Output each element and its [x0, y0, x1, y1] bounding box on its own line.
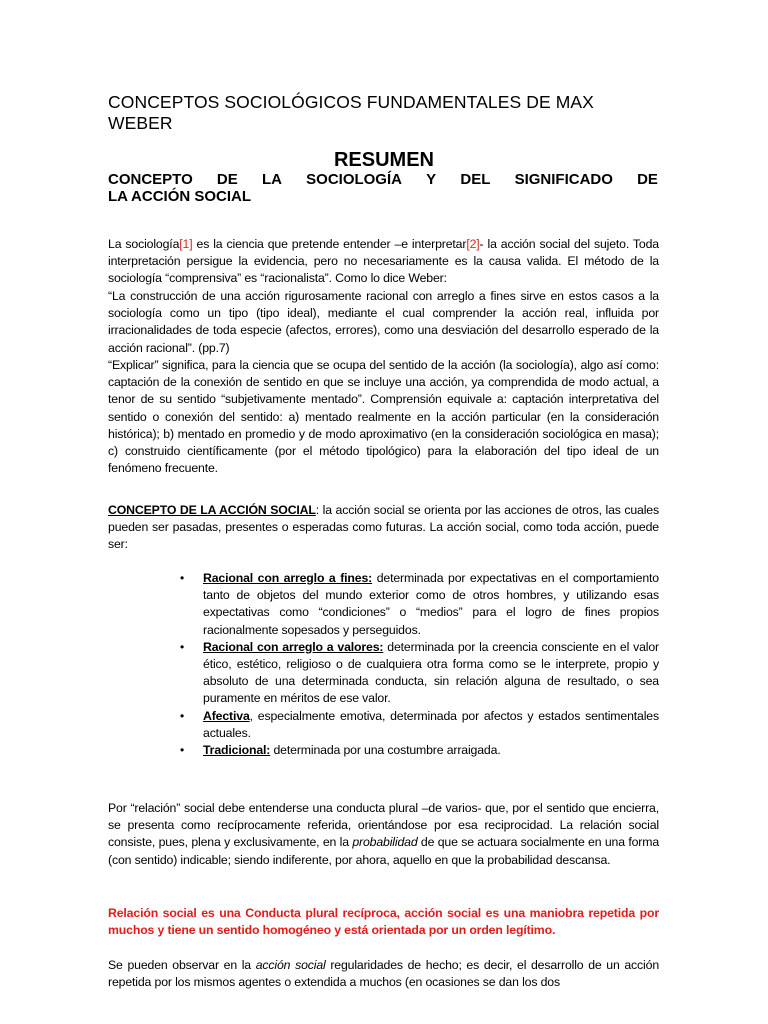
- list-item-text: determinada por la creencia consciente en el valor ético, estético, religioso o de cualquiera otra forma como se le interprete, propio y absoluto de una determinada conducta, sin relación alguna de resultado, o sea puramente en méritos de ese valor.: [203, 639, 659, 706]
- heading-word: LA: [261, 171, 282, 188]
- document-title: CONCEPTOS SOCIOLÓGICOS FUNDAMENTALES DE MAX WEBER: [108, 92, 594, 133]
- list-item: [180, 639, 659, 708]
- bullet-icon: •: [180, 743, 185, 758]
- paragraph-regularidades: [108, 957, 659, 991]
- paragraph-text: regularidades de hecho; es decir, el desarrollo de un acción repetida por los mismos agentes o extendida a muchos (en ocasiones se dan los dos: [108, 958, 660, 990]
- paragraph-text: La sociología: [108, 237, 180, 251]
- section-heading-line-2: LA ACCIÓN SOCIAL: [108, 188, 252, 205]
- bullet-icon: •: [180, 571, 185, 585]
- paragraph-text: de que se actuara socialmente en una forma (con sentido) indicable; siendo indiferente, por ahora, aquello en que la probabilidad descansa.: [108, 835, 660, 867]
- list-item-label: Racional con arreglo a fines:: [203, 571, 373, 585]
- accion-social-types-list: [180, 570, 659, 759]
- paragraph-quote: “La construcción de una acción rigurosamente racional con arreglo a fines sirve en estos casos a la sociología como un tipo (tipo ideal), mediante el cual comprender la acción real, influida por irracionalidades de toda especie (afectos, errores), como una desviación del desarrollo esperado de la acción racional”. (pp.7): [108, 289, 659, 355]
- list-item-label: Tradicional:: [203, 743, 271, 758]
- list-item-text: determinada por una costumbre arraigada.: [270, 743, 501, 758]
- paragraph-explicar: “Explicar” significa, para la ciencia que se ocupa del sentido de la acción (la sociología), algo así como: captación de la conexión de sentido en que se incluye una acción, ya comprendida de modo actual, a tenor de su sentido “subjetivamente mentado”. Comprensión equivale a: captación interpretativa del sentido o conexión del sentido: a) mentado realmente en la acción particular (en la consideración histórica); b) mentado en promedio y de modo aproximativo (en la consideración sociológica en masa); c) construido científicamente (por el método tipológico) para la elaboración del tipo ideal de un fenómeno frecuente.: [108, 358, 659, 476]
- italic-term: acción social: [255, 958, 326, 972]
- section-heading-line-1: [108, 171, 658, 188]
- resumen-heading: RESUMEN: [333, 149, 434, 171]
- list-item: [180, 708, 659, 742]
- heading-word: DE: [216, 171, 238, 188]
- footnote-link-2[interactable]: [2]: [466, 237, 480, 251]
- paragraph-text: Se pueden observar en la: [108, 958, 256, 972]
- heading-word: SIGNIFICADO: [514, 171, 613, 188]
- highlighted-definition: Relación social es una Conducta plural recíproca, acción social es una maniobra repetida por muchos y tiene un sentido homogéneo y está orientada por un orden legítimo.: [108, 906, 659, 938]
- paragraph-text: - la acción social del sujeto. Toda interpretación persigue la evidencia, pero no necesariamente es la causa valida. El método de la sociología “comprensiva” es “racionalista”. Como lo dice Weber:: [108, 237, 659, 286]
- paragraph-relacion-social: [108, 800, 659, 869]
- list-item: [180, 570, 659, 639]
- heading-word: DE: [637, 171, 658, 188]
- concept-label: CONCEPTO DE LA ACCIÓN SOCIAL: [108, 503, 316, 517]
- list-item: [180, 742, 659, 759]
- heading-word: CONCEPTO: [108, 171, 193, 188]
- paragraph-text: : la acción social se orienta por las acciones de otros, las cuales pueden ser pasadas, presentes o esperadas como futuras. La acción social, como toda acción, puede ser:: [108, 503, 659, 552]
- heading-word: DEL: [460, 171, 491, 188]
- section-heading: [108, 171, 658, 205]
- heading-word: SOCIOLOGÍA: [306, 171, 402, 188]
- list-item-label: Racional con arreglo a valores:: [203, 639, 384, 654]
- italic-term: probabilidad: [352, 835, 418, 850]
- paragraph-accion-social: [108, 502, 659, 554]
- list-item-text: , especialmente emotiva, determinada por afectos y estados sentimentales actuales.: [203, 708, 659, 740]
- list-item-text: determinada por expectativas en el comportamiento tanto de objetos del mundo exterior como de otros hombres, y utilizando esas expectativas como “condiciones” o “medios” para el logro de fines propios racionalmente sopesados y perseguidos.: [203, 571, 659, 637]
- paragraph-text: es la ciencia que pretende entender –e interpretar: [192, 237, 467, 251]
- bullet-icon: •: [180, 708, 185, 723]
- footnote-link-1[interactable]: [1]: [179, 237, 193, 251]
- list-item-label: Afectiva: [203, 708, 250, 723]
- paragraph-intro: [108, 236, 659, 288]
- bullet-icon: •: [180, 639, 185, 654]
- heading-word: Y: [426, 171, 437, 188]
- paragraph-text: Por “relación” social debe entenderse una conducta plural –de varios- que, por el sentido que encierra, se presenta como recíprocamente referida, orientándose por esa reciprocidad. La relación social consiste, pues, plena y exclusivamente, en la: [108, 801, 659, 850]
